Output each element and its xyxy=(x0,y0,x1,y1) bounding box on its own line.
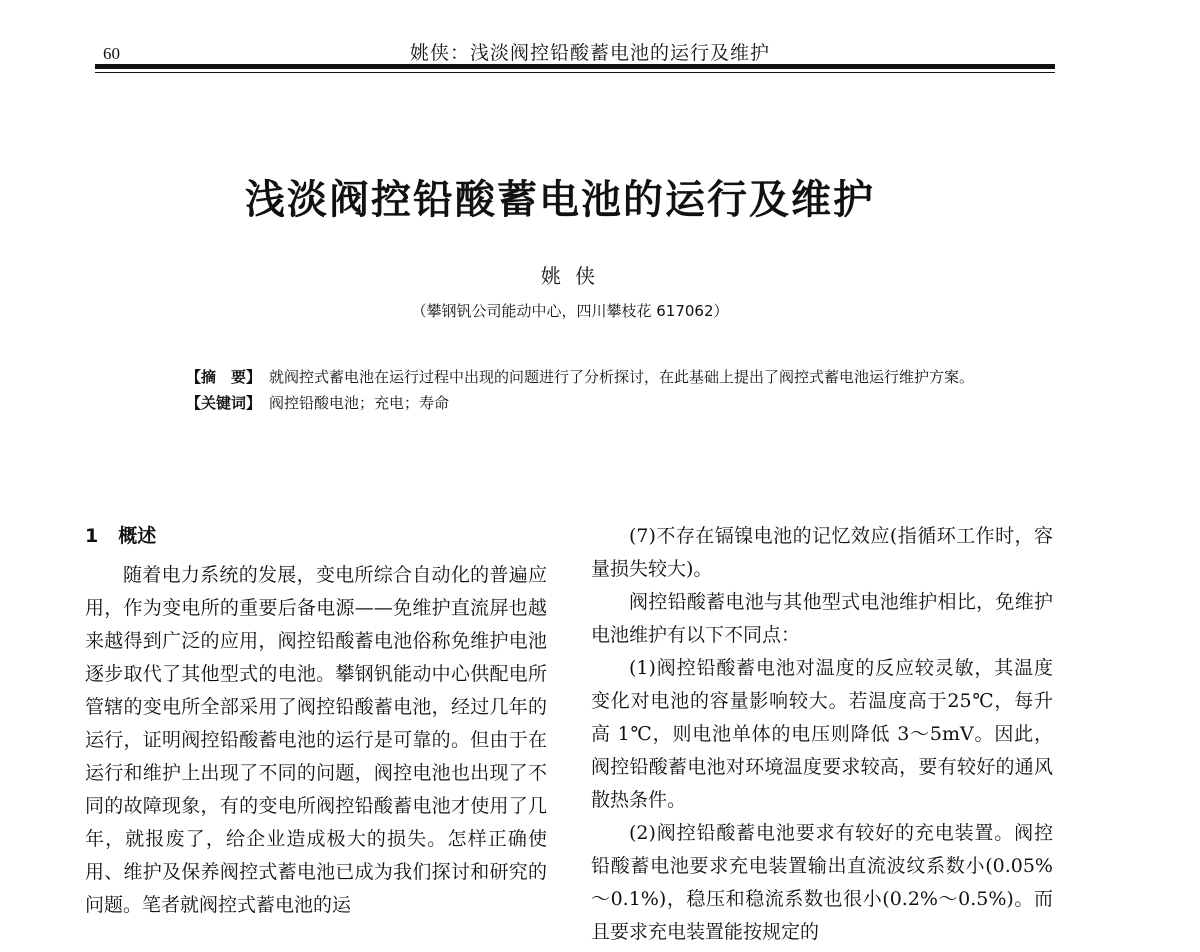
header-rule-thick xyxy=(95,64,1055,69)
header-rule-thin xyxy=(95,72,1055,73)
section-title: 概述 xyxy=(118,525,157,547)
keywords-line xyxy=(150,390,1020,416)
abstract-label: 【摘 要】 xyxy=(186,368,262,386)
body-paragraph: (2)阀控铅酸蓄电池要求有较好的充电装置。阀控铅酸蓄电池要求充电装置输出直流波纹系数小(0.05%～0.1%)，稳压和稳流系数也很小(0.2%～0.5%)。而且要求充电装置能按规定的 xyxy=(591,822,1053,943)
body-column-right xyxy=(591,520,1053,949)
running-header: 姚侠：浅淡阀控铅酸蓄电池的运行及维护 xyxy=(409,42,770,64)
abstract-paragraph xyxy=(150,364,1020,390)
body-paragraph: 随着电力系统的发展，变电所综合自动化的普遍应用，作为变电所的重要后备电源——免维护直流屏也越来越得到广泛的应用，阀控铅酸蓄电池俗称免维护电池逐步取代了其他型式的电池。攀钢钒能动中心供配电所管辖的变电所全部采用了阀控铅酸蓄电池，经过几年的运行，证明阀控铅酸蓄电池的运行是可靠的。但由于在运行和维护上出现了不同的问题，阀控电池也出现了不同的故障现象，有的变电所阀控铅酸蓄电池才使用了几年，就报废了，给企业造成极大的损失。怎样正确使用、维护及保养阀控式蓄电池已成为我们探讨和研究的问题。笔者就阀控式蓄电池的运 xyxy=(85,564,547,916)
article-title: 浅淡阀控铅酸蓄电池的运行及维护 xyxy=(245,176,875,223)
page-number: 60 xyxy=(103,44,120,63)
abstract-block xyxy=(150,364,1020,416)
abstract-text: 就阀控式蓄电池在运行过程中出现的问题进行了分析探讨，在此基础上提出了阀控式蓄电池运行维护方案。 xyxy=(269,368,975,386)
author-name: 姚 侠 xyxy=(540,264,600,288)
section-heading xyxy=(85,520,547,553)
body-paragraph: (7)不存在镉镍电池的记忆效应(指循环工作时，容量损失较大)。 xyxy=(591,525,1053,580)
section-number: 1 xyxy=(85,525,99,547)
body-paragraph: (1)阀控铅酸蓄电池对温度的反应较灵敏，其温度变化对电池的容量影响较大。若温度高于25℃，每升高 1℃，则电池单体的电压则降低 3～5mV。因此，阀控铅酸蓄电池对环境温度要求较高，要有较好的通风散热条件。 xyxy=(591,657,1053,811)
author-affiliation: （攀钢钒公司能动中心，四川攀枝花 617062） xyxy=(411,302,729,320)
keywords-text: 阀控铅酸电池；充电；寿命 xyxy=(269,394,450,412)
keywords-label: 【关键词】 xyxy=(186,394,262,412)
body-column-left xyxy=(85,520,547,922)
body-paragraph: 阀控铅酸蓄电池与其他型式电池维护相比，免维护电池维护有以下不同点： xyxy=(591,591,1053,646)
